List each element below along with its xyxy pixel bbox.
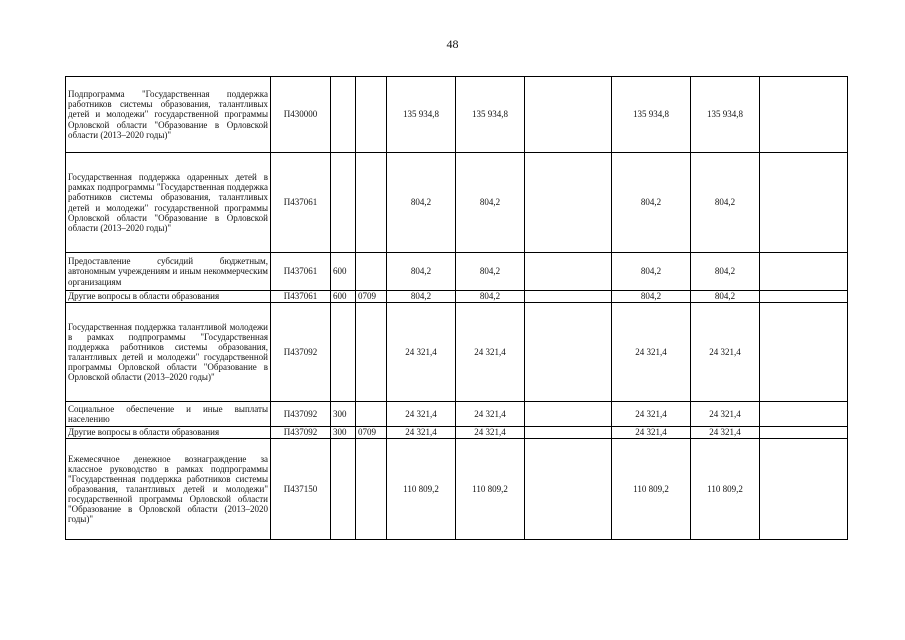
amount-cell: 110 809,2 (456, 439, 525, 540)
target-code: П430000 (271, 77, 331, 153)
amount-cell: 24 321,4 (387, 303, 456, 402)
amount-cell (525, 291, 612, 303)
amount-cell (760, 303, 848, 402)
section-code (356, 303, 387, 402)
amount-cell (760, 253, 848, 291)
amount-cell: 24 321,4 (612, 427, 691, 439)
amount-cell (760, 291, 848, 303)
amount-cell: 804,2 (456, 253, 525, 291)
amount-cell (760, 402, 848, 427)
amount-cell (525, 253, 612, 291)
expense-type: 300 (331, 402, 356, 427)
row-name: Подпрограмма "Государственная поддержка работников системы образования, талантливых детей и молодежи" государственной программы Орловской области "Образование в Орловской области (2013–2020 годы)" (66, 77, 271, 153)
section-code: 0709 (356, 291, 387, 303)
table-row (66, 153, 848, 253)
amount-cell: 804,2 (612, 291, 691, 303)
amount-cell: 804,2 (691, 253, 760, 291)
amount-cell: 24 321,4 (456, 427, 525, 439)
expense-type (331, 77, 356, 153)
table-row (66, 291, 848, 303)
expense-type (331, 439, 356, 540)
row-name: Государственная поддержка одаренных детей в рамках подпрограммы "Государственная поддержка работников системы образования, талантливых детей и молодежи" государственной программы Орловской области "Образование в Орловской области (2013–2020 годы)" (66, 153, 271, 253)
expense-type: 600 (331, 253, 356, 291)
amount-cell (760, 427, 848, 439)
amount-cell (525, 439, 612, 540)
amount-cell (525, 153, 612, 253)
section-code: 0709 (356, 427, 387, 439)
row-name: Социальное обеспечение и иные выплаты населению (66, 402, 271, 427)
row-name: Другие вопросы в области образования (66, 291, 271, 303)
amount-cell: 135 934,8 (612, 77, 691, 153)
amount-cell: 135 934,8 (387, 77, 456, 153)
page-number: 48 (446, 37, 459, 51)
amount-cell: 24 321,4 (456, 402, 525, 427)
amount-cell: 24 321,4 (612, 402, 691, 427)
table-row (66, 402, 848, 427)
expense-type (331, 153, 356, 253)
table-row (66, 303, 848, 402)
amount-cell (525, 402, 612, 427)
target-code: П437092 (271, 402, 331, 427)
amount-cell (760, 153, 848, 253)
target-code: П437150 (271, 439, 331, 540)
section-code (356, 253, 387, 291)
expense-type: 300 (331, 427, 356, 439)
amount-cell: 135 934,8 (691, 77, 760, 153)
table-row (66, 427, 848, 439)
table-row (66, 77, 848, 153)
amount-cell: 110 809,2 (612, 439, 691, 540)
row-name: Предоставление субсидий бюджетным, автономным учреждениям и иным некоммерческим организациям (66, 253, 271, 291)
target-code: П437061 (271, 291, 331, 303)
amount-cell: 804,2 (691, 153, 760, 253)
section-code (356, 77, 387, 153)
amount-cell: 804,2 (612, 153, 691, 253)
amount-cell: 804,2 (456, 153, 525, 253)
amount-cell: 24 321,4 (612, 303, 691, 402)
expense-type: 600 (331, 291, 356, 303)
target-code: П437092 (271, 303, 331, 402)
amount-cell: 24 321,4 (691, 303, 760, 402)
amount-cell: 804,2 (612, 253, 691, 291)
target-code: П437061 (271, 153, 331, 253)
amount-cell (760, 439, 848, 540)
amount-cell: 24 321,4 (456, 303, 525, 402)
target-code: П437061 (271, 253, 331, 291)
amount-cell: 804,2 (387, 153, 456, 253)
table-row (66, 253, 848, 291)
section-code (356, 402, 387, 427)
amount-cell: 804,2 (691, 291, 760, 303)
amount-cell: 135 934,8 (456, 77, 525, 153)
amount-cell: 24 321,4 (387, 427, 456, 439)
row-name: Другие вопросы в области образования (66, 427, 271, 439)
amount-cell: 804,2 (387, 291, 456, 303)
amount-cell: 24 321,4 (691, 427, 760, 439)
amount-cell (525, 303, 612, 402)
target-code: П437092 (271, 427, 331, 439)
budget-table (65, 76, 848, 540)
amount-cell: 24 321,4 (387, 402, 456, 427)
amount-cell (760, 77, 848, 153)
amount-cell: 110 809,2 (691, 439, 760, 540)
amount-cell: 804,2 (456, 291, 525, 303)
row-name: Ежемесячное денежное вознаграждение за классное руководство в рамках подпрограммы "Государственная поддержка работников системы образования, талантливых детей и молодежи" государственной программы Орловской области "Образование в Орловской области (2013–2020 годы)" (66, 439, 271, 540)
amount-cell: 110 809,2 (387, 439, 456, 540)
expense-type (331, 303, 356, 402)
amount-cell (525, 427, 612, 439)
amount-cell (525, 77, 612, 153)
table-row (66, 439, 848, 540)
row-name: Государственная поддержка талантливой молодежи в рамках подпрограммы "Государственная поддержка работников системы образования, талантливых детей и молодежи" государственной программы Орловской области "Образование в Орловской области (2013–2020 годы)" (66, 303, 271, 402)
amount-cell: 804,2 (387, 253, 456, 291)
section-code (356, 153, 387, 253)
section-code (356, 439, 387, 540)
amount-cell: 24 321,4 (691, 402, 760, 427)
